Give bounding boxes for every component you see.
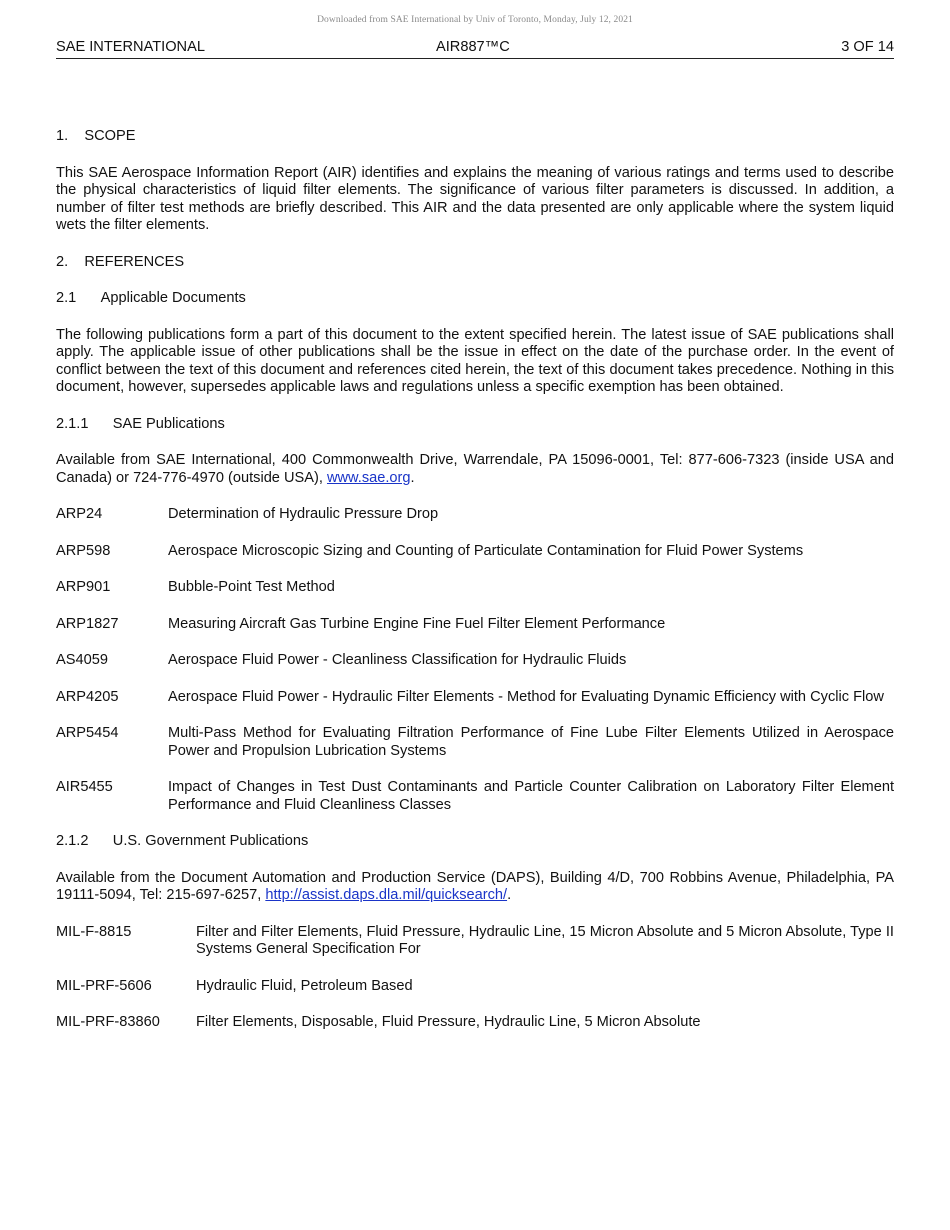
reference-code: ARP901 <box>56 579 111 595</box>
subsection-heading-applicable-documents <box>56 290 894 308</box>
section-number: 2.1.2 <box>56 833 89 849</box>
government-publications-list <box>56 924 894 1032</box>
section-title: Applicable Documents <box>100 290 246 306</box>
section-number: 2.1 <box>56 290 77 306</box>
reference-code: AS4059 <box>56 652 108 668</box>
section-number: 2. <box>56 253 69 270</box>
reference-item <box>56 924 894 959</box>
reference-item <box>56 689 894 707</box>
availability-text: Available from the Document Automation and Production Service (DAPS), Building 4/D, 700 Robbins Avenue, Philadelphia, PA 19111-5094, Tel: 215-697-6257, <box>56 869 894 903</box>
reference-code: MIL-F-8815 <box>56 923 132 940</box>
reference-code: ARP1827 <box>56 615 119 632</box>
availability-text: Available from SAE International, 400 Commonwealth Drive, Warrendale, PA 15096-0001, Tel: 877-606-7323 (inside USA and Canada) or 724-776-4970 (outside USA), <box>56 452 894 486</box>
reference-code: ARP598 <box>56 542 111 559</box>
subsection-heading-sae-publications <box>56 416 894 434</box>
gov-availability-paragraph <box>56 870 894 905</box>
reference-title: Multi-Pass Method for Evaluating Filtration Performance of Fine Lube Filter Elements Utilized in Aerospace Power and Propulsion Lubrication Systems <box>168 725 894 759</box>
reference-item <box>56 725 894 760</box>
availability-end: . <box>507 887 512 903</box>
scope-paragraph: This SAE Aerospace Information Report (AIR) identifies and explains the meaning of various ratings and terms used to describe the physical characteristics of liquid filter elements. The significance of various filter parameters is discussed. In addition, a number of filter test methods are briefly described. This AIR and the data presented are only applicable where the system liquid wets the filter elements. <box>56 164 894 233</box>
subsection-heading-government-publications <box>56 833 894 851</box>
sae-availability-paragraph <box>56 452 894 487</box>
section-title: REFERENCES <box>84 253 185 270</box>
reference-code: AIR5455 <box>56 779 113 795</box>
section-heading-scope <box>56 128 894 146</box>
reference-code: ARP5454 <box>56 725 119 741</box>
reference-item <box>56 616 894 634</box>
reference-title: Aerospace Microscopic Sizing and Counting of Particulate Contamination for Fluid Power Systems <box>168 542 804 559</box>
reference-code: MIL-PRF-83860 <box>56 1014 160 1030</box>
header-doc-number: AIR887™C <box>436 39 510 55</box>
daps-quicksearch-link[interactable]: http://assist.daps.dla.mil/quicksearch/ <box>265 887 508 903</box>
reference-code: MIL-PRF-5606 <box>56 977 152 994</box>
reference-title: Aerospace Fluid Power - Cleanliness Classification for Hydraulic Fluids <box>168 652 627 668</box>
section-title: SCOPE <box>84 128 136 144</box>
download-watermark: Downloaded from SAE International by Univ of Toronto, Monday, July 12, 2021 <box>317 15 633 25</box>
reference-item <box>56 543 894 561</box>
header-publisher: SAE INTERNATIONAL <box>56 39 205 55</box>
applicable-documents-paragraph: The following publications form a part of this document to the extent specified herein. The latest issue of SAE publications shall apply. The applicable issue of other publications shall be the issue in effect on the date of the purchase order. In the event of conflict between the text of this document and references cited herein, the text of this document takes precedence. Nothing in this document, however, supersedes applicable laws and regulations unless a specific exemption has been obtained. <box>56 326 894 395</box>
reference-title: Determination of Hydraulic Pressure Drop <box>168 506 439 522</box>
reference-title: Measuring Aircraft Gas Turbine Engine Fine Fuel Filter Element Performance <box>168 615 666 632</box>
page-header <box>56 38 894 59</box>
reference-item <box>56 652 894 670</box>
section-heading-references <box>56 254 894 272</box>
reference-item <box>56 506 894 524</box>
reference-title: Filter Elements, Disposable, Fluid Pressure, Hydraulic Line, 5 Micron Absolute <box>196 1014 701 1030</box>
availability-end: . <box>410 469 415 486</box>
reference-item <box>56 1014 894 1032</box>
sae-publications-list <box>56 506 894 814</box>
section-title: U.S. Government Publications <box>112 833 309 849</box>
reference-item <box>56 579 894 597</box>
reference-title: Impact of Changes in Test Dust Contaminants and Particle Counter Calibration on Laboratory Filter Element Performance and Fluid Cleanliness Classes <box>168 779 894 813</box>
reference-code: ARP24 <box>56 506 103 522</box>
reference-item <box>56 978 894 996</box>
section-number: 2.1.1 <box>56 415 89 432</box>
reference-title: Bubble-Point Test Method <box>168 579 335 595</box>
reference-title: Aerospace Fluid Power - Hydraulic Filter Elements - Method for Evaluating Dynamic Efficiency with Cyclic Flow <box>168 688 884 705</box>
reference-title: Filter and Filter Elements, Fluid Pressure, Hydraulic Line, 15 Micron Absolute and 5 Micron Absolute, Type II Systems General Specification For <box>196 923 894 957</box>
sae-website-link[interactable]: www.sae.org <box>326 469 411 486</box>
reference-item <box>56 779 894 814</box>
reference-code: ARP4205 <box>56 688 119 705</box>
section-title: SAE Publications <box>112 415 225 432</box>
section-number: 1. <box>56 128 69 144</box>
reference-title: Hydraulic Fluid, Petroleum Based <box>196 977 413 994</box>
document-body <box>56 128 894 1032</box>
header-page-number: 3 OF 14 <box>841 39 894 55</box>
